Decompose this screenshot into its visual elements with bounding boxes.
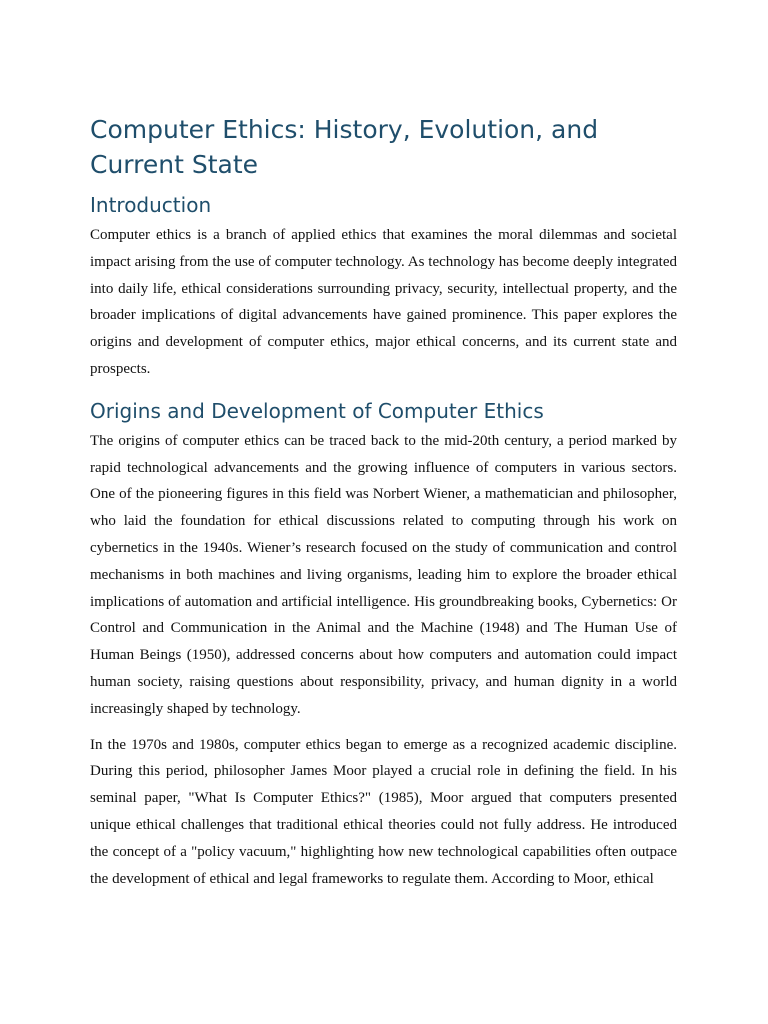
document-title: Computer Ethics: History, Evolution, and Current State: [90, 115, 599, 179]
introduction-paragraph: Computer ethics is a branch of applied ethics that examines the moral dilemmas and societal impact arising from the use of computer technology. As technology has become deeply integrated into daily life, ethical considerations surrounding privacy, security, intellectual property, and the broader implications of digital advancements have gained prominence. This paper explores the origins and development of computer ethics, major ethical concerns, and its current state and prospects.: [90, 227, 677, 377]
origins-paragraph-1: The origins of computer ethics can be traced back to the mid-20th century, a period marked by rapid technological advancements and the growing influence of computers in various sectors. One of the pioneering figures in this field was Norbert Wiener, a mathematician and philosopher, who laid the foundation for ethical discussions related to computing through his work on cybernetics in the 1940s. Wiener’s research focused on the study of communication and control mechanisms in both machines and living organisms, leading him to explore the broader ethical implications of automation and artificial intelligence. His groundbreaking books, Cybernetics: Or Control and Communication in the Animal and the Machine (1948) and The Human Use of Human Beings (1950), addressed concerns about how computers and automation could impact human society, raising questions about responsibility, privacy, and human dignity in a world increasingly shaped by technology.: [90, 432, 677, 717]
section-heading-introduction: Introduction: [90, 193, 212, 217]
document-page: [90, 112, 677, 901]
origins-paragraph-2: In the 1970s and 1980s, computer ethics began to emerge as a recognized academic discipline. During this period, philosopher James Moor played a crucial role in defining the field. In his seminal paper, "What Is Computer Ethics?" (1985), Moor argued that computers presented unique ethical challenges that traditional ethical theories could not fully address. He introduced the concept of a "policy vacuum," highlighting how new technological capabilities often outpace the development of ethical and legal frameworks to regulate them. According to Moor, ethical: [90, 736, 677, 887]
section-heading-origins: Origins and Development of Computer Ethics: [90, 398, 544, 423]
